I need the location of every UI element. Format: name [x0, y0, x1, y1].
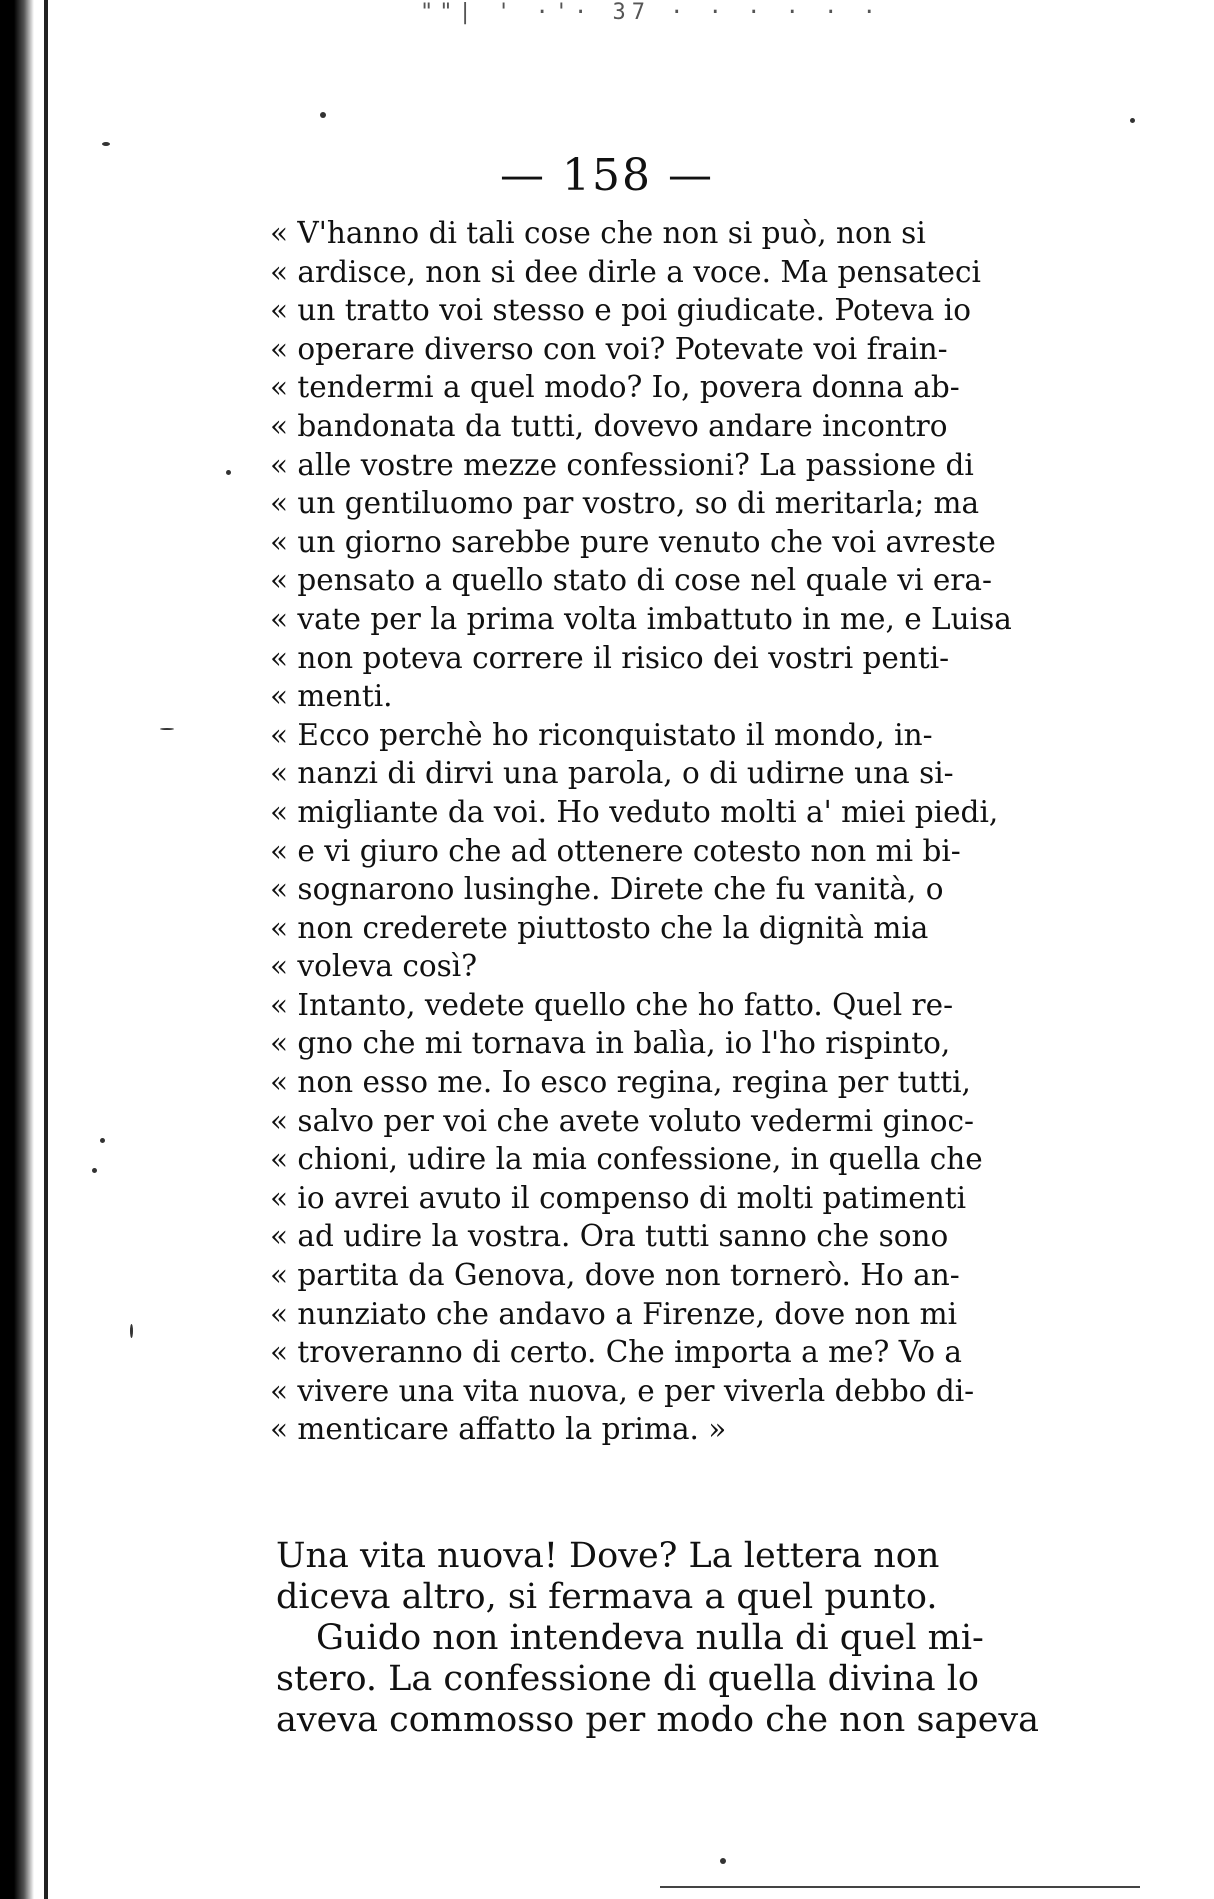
quote-line: « troveranno di certo. Che importa a me? Vo a — [270, 1335, 963, 1370]
scan-speck — [130, 1324, 133, 1338]
quote-line: « salvo per voi che avete voluto vedermi ginoc- — [270, 1103, 974, 1138]
quote-line: « menti. — [270, 679, 393, 714]
scan-speck — [160, 728, 174, 730]
scan-noise-header: ""| ' ·'· 37 · · · · · · — [420, 0, 882, 25]
prose-line: aveva commosso per modo che non sapeva — [276, 1700, 1040, 1740]
quote-line: « e vi giuro che ad ottenere cotesto non mi bi- — [270, 833, 961, 868]
quote-line: « chioni, udire la mia confessione, in quella che — [270, 1142, 983, 1177]
quote-line: « un gentiluomo par vostro, so di meritarla; ma — [270, 486, 980, 521]
quote-line: « V'hanno di tali cose che non si può, non si — [270, 216, 926, 250]
quote-line: « tendermi a quel modo? Io, povera donna ab- — [270, 370, 960, 405]
scan-speck — [720, 1858, 726, 1864]
quote-line: « nunziato che andavo a Firenze, dove non mi — [270, 1296, 958, 1331]
scan-speck — [1130, 118, 1135, 123]
quote-line: « pensato a quello stato di cose nel quale vi era- — [270, 563, 992, 598]
scan-speck — [100, 1138, 105, 1143]
bottom-rule — [660, 1886, 1140, 1888]
narrative-paragraphs — [276, 1536, 1176, 1741]
quote-line: « alle vostre mezze confessioni? La passione di — [270, 447, 974, 482]
book-binding-shadow — [0, 0, 34, 1899]
quote-line: « menticare affatto la prima. » — [270, 1412, 727, 1447]
quote-line: « operare diverso con voi? Potevate voi frain- — [270, 331, 948, 366]
prose-line: Guido non intendeva nulla di quel mi- — [316, 1618, 984, 1658]
quote-line: « non esso me. Io esco regina, regina per tutti, — [270, 1065, 971, 1100]
quoted-letter — [270, 214, 1170, 1449]
quote-line: « vivere una vita nuova, e per viverla debbo di- — [270, 1373, 975, 1408]
scan-speck — [226, 470, 231, 475]
prose-line: stero. La confessione di quella divina lo — [276, 1659, 979, 1699]
prose-line: diceva altro, si fermava a quel punto. — [276, 1577, 938, 1617]
quote-line: « sognarono lusinghe. Direte che fu vanità, o — [270, 872, 944, 907]
quote-line: « gno che mi tornava in balìa, io l'ho rispinto, — [270, 1026, 951, 1061]
quote-line: « ad udire la vostra. Ora tutti sanno che sono — [270, 1219, 949, 1254]
prose-line: Una vita nuova! Dove? La lettera non — [276, 1536, 940, 1576]
binding-edge-line — [44, 0, 48, 1899]
quote-line: « bandonata da tutti, dovevo andare incontro — [270, 408, 948, 443]
quote-line: « nanzi di dirvi una parola, o di udirne una si- — [270, 756, 954, 791]
quote-line: « vate per la prima volta imbattuto in me, e Luisa — [270, 601, 1012, 636]
scan-speck — [102, 142, 110, 146]
quote-line: « un tratto voi stesso e poi giudicate. Poteva io — [270, 293, 971, 328]
quote-line: « ardisce, non si dee dirle a voce. Ma pensateci — [270, 254, 981, 289]
scan-speck — [320, 112, 326, 118]
quote-line: « Intanto, vedete quello che ho fatto. Quel re- — [270, 987, 954, 1022]
page-number: — 158 — — [500, 150, 714, 201]
quote-line: « Ecco perchè ho riconquistato il mondo, in- — [270, 717, 933, 752]
quote-line: « partita da Genova, dove non tornerò. Ho an- — [270, 1258, 960, 1293]
quote-line: « io avrei avuto il compenso di molti patimenti — [270, 1180, 967, 1215]
scan-speck — [92, 1168, 97, 1173]
quote-line: « voleva così? — [270, 949, 478, 984]
quote-line: « migliante da voi. Ho veduto molti a' miei piedi, — [270, 794, 999, 829]
quote-line: « non poteva correre il risico dei vostri penti- — [270, 640, 950, 675]
quote-line: « non crederete piuttosto che la dignità mia — [270, 910, 929, 945]
quote-line: « un giorno sarebbe pure venuto che voi avreste — [270, 524, 996, 559]
